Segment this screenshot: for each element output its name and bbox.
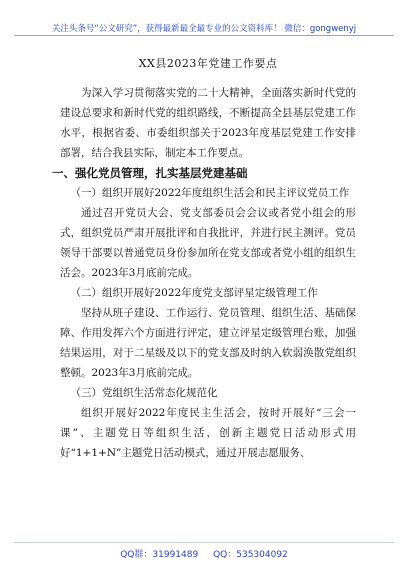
section-heading-1: 一、强化党员管理，扎实基层党建基础 (52, 166, 248, 180)
footer-divider (14, 542, 394, 543)
footer (0, 547, 408, 560)
header-banner: 关注头条号“公文研究”，获得最新最全最专业的公文资料库！ 微信：gongwenyj (51, 24, 357, 34)
subsection-body-3: 组织开展好2022年度民主生活会，按时开展好“三会一课”、主题党日等组织生活，创新主题党日活动形式用好“1+1+N”主题党日活动模式，通过开展志愿服务、 (60, 407, 356, 459)
footer-qq: QQ：535304092 (213, 550, 288, 560)
subsection-body-2: 坚持从班子建设、工作运行、党员管理、组织生活、基础保障、作用发挥六个方面进行评定，建立评星定级管理台账，加强结果运用，对于二星级及以下的党支部及时纳入软弱涣散党组织整顿。2023年3月底前完成。 (60, 307, 356, 379)
document-body (52, 55, 356, 463)
intro-paragraph: 为深入学习贯彻落实党的二十大精神，全面落实新时代党的建设总要求和新时代党的组织路线，不断提高全县基层党建工作水平，根据省委、市委组织部关于2023年度基层党建工作安排部署，结合我县实际，制定本工作要点。 (60, 87, 356, 159)
subsection-body-1: 通过召开党员大会、党支部委员会会议或者党小组会的形式，组织党员严肃开展批评和自我批评，并进行民主测评。党员领导干部要以普通党员身份参加所在党支部或者党小组的组织生活会。2023年3月底前完成。 (60, 207, 356, 279)
footer-qq-group: QQ群：31991489 (120, 550, 199, 560)
subsection-heading-2: （二）组织开展好2022年度党支部评星定级管理工作 (70, 287, 318, 299)
document-title: XX县2023年党建工作要点 (138, 57, 278, 70)
header-divider (14, 35, 394, 36)
subsection-heading-3: （三）党组织生活常态化规范化 (70, 387, 218, 399)
subsection-heading-1: （一）组织开展好2022年度组织生活会和民主评议党员工作 (70, 187, 350, 199)
